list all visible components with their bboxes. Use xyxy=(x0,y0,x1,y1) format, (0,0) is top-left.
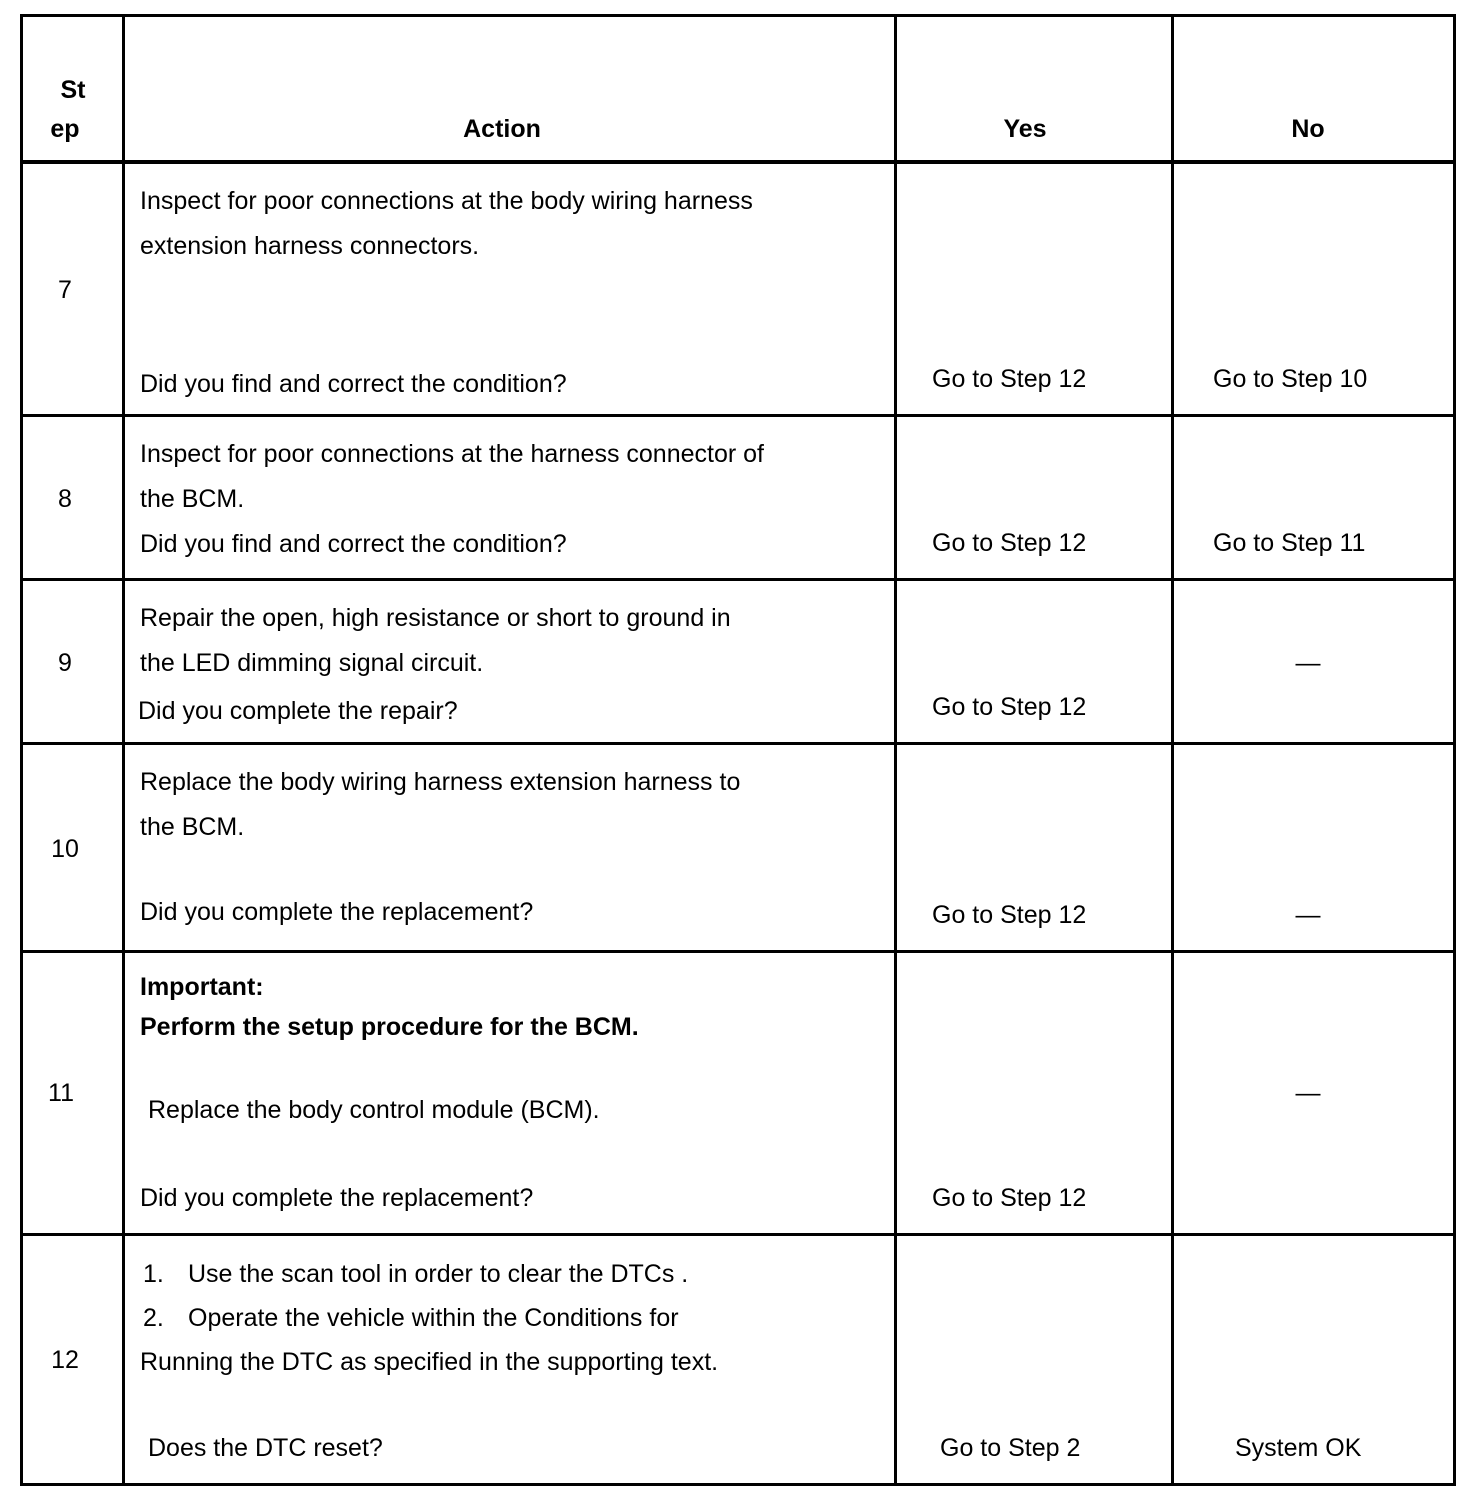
yes-result: Go to Step 2 xyxy=(940,1434,1081,1462)
yes-result: Go to Step 12 xyxy=(932,529,1087,557)
action-text: the BCM. xyxy=(140,813,245,841)
list-item-text: Operate the vehicle within the Conditions for xyxy=(188,1304,679,1332)
no-result: Go to Step 10 xyxy=(1213,365,1368,393)
yes-result: Go to Step 12 xyxy=(932,365,1087,393)
header-yes: Yes xyxy=(1003,115,1047,143)
action-text: Replace the body wiring harness extension harness to xyxy=(140,768,741,796)
yes-result: Go to Step 12 xyxy=(932,901,1087,929)
no-result: — xyxy=(1295,1079,1321,1107)
action-text: Inspect for poor connections at the body wiring harness xyxy=(140,187,753,215)
action-text: Replace the body control module (BCM). xyxy=(148,1096,600,1124)
list-item-number: 2. xyxy=(143,1304,164,1332)
row-divider xyxy=(20,742,1456,745)
step-number: 8 xyxy=(58,485,72,513)
action-text: Repair the open, high resistance or short to ground in xyxy=(140,604,731,632)
important-label: Important: xyxy=(140,973,264,1001)
header-step-line2: ep xyxy=(50,115,80,143)
column-divider xyxy=(1171,14,1174,1486)
row-divider xyxy=(20,578,1456,581)
no-result: System OK xyxy=(1235,1434,1362,1462)
no-result: Go to Step 11 xyxy=(1213,529,1366,557)
header-action: Action xyxy=(463,115,541,143)
yes-result: Go to Step 12 xyxy=(932,1184,1087,1212)
important-text: Perform the setup procedure for the BCM. xyxy=(140,1013,639,1041)
action-question: Did you complete the replacement? xyxy=(140,898,534,926)
action-text: extension harness connectors. xyxy=(140,232,480,260)
no-result: — xyxy=(1295,901,1321,929)
step-number: 7 xyxy=(58,276,72,304)
header-step-line1: St xyxy=(60,76,86,104)
table-border-top xyxy=(20,14,1456,17)
action-question: Does the DTC reset? xyxy=(148,1434,383,1462)
action-text: Running the DTC as specified in the supporting text. xyxy=(140,1348,719,1376)
row-divider xyxy=(20,414,1456,417)
yes-result: Go to Step 12 xyxy=(932,693,1087,721)
action-question: Did you find and correct the condition? xyxy=(140,370,567,398)
action-question: Did you complete the repair? xyxy=(138,697,458,725)
column-divider xyxy=(894,14,897,1486)
table-border-left xyxy=(20,14,23,1486)
step-number: 10 xyxy=(51,835,79,863)
action-text: the BCM. xyxy=(140,485,245,513)
action-question: Did you find and correct the condition? xyxy=(140,530,567,558)
list-item-number: 1. xyxy=(143,1260,164,1288)
header-divider xyxy=(20,160,1456,164)
row-divider xyxy=(20,1233,1456,1236)
step-number: 9 xyxy=(58,649,72,677)
column-divider xyxy=(122,14,125,1486)
table-border-bottom xyxy=(20,1483,1456,1486)
header-no: No xyxy=(1291,115,1325,143)
row-divider xyxy=(20,950,1456,953)
action-question: Did you complete the replacement? xyxy=(140,1184,534,1212)
action-text: the LED dimming signal circuit. xyxy=(140,649,484,677)
step-number: 11 xyxy=(48,1079,74,1107)
step-number: 12 xyxy=(51,1346,79,1374)
action-text: Inspect for poor connections at the harness connector of xyxy=(140,440,764,468)
table-border-right xyxy=(1453,14,1456,1486)
no-result: — xyxy=(1295,649,1321,677)
list-item-text: Use the scan tool in order to clear the DTCs . xyxy=(188,1260,689,1288)
